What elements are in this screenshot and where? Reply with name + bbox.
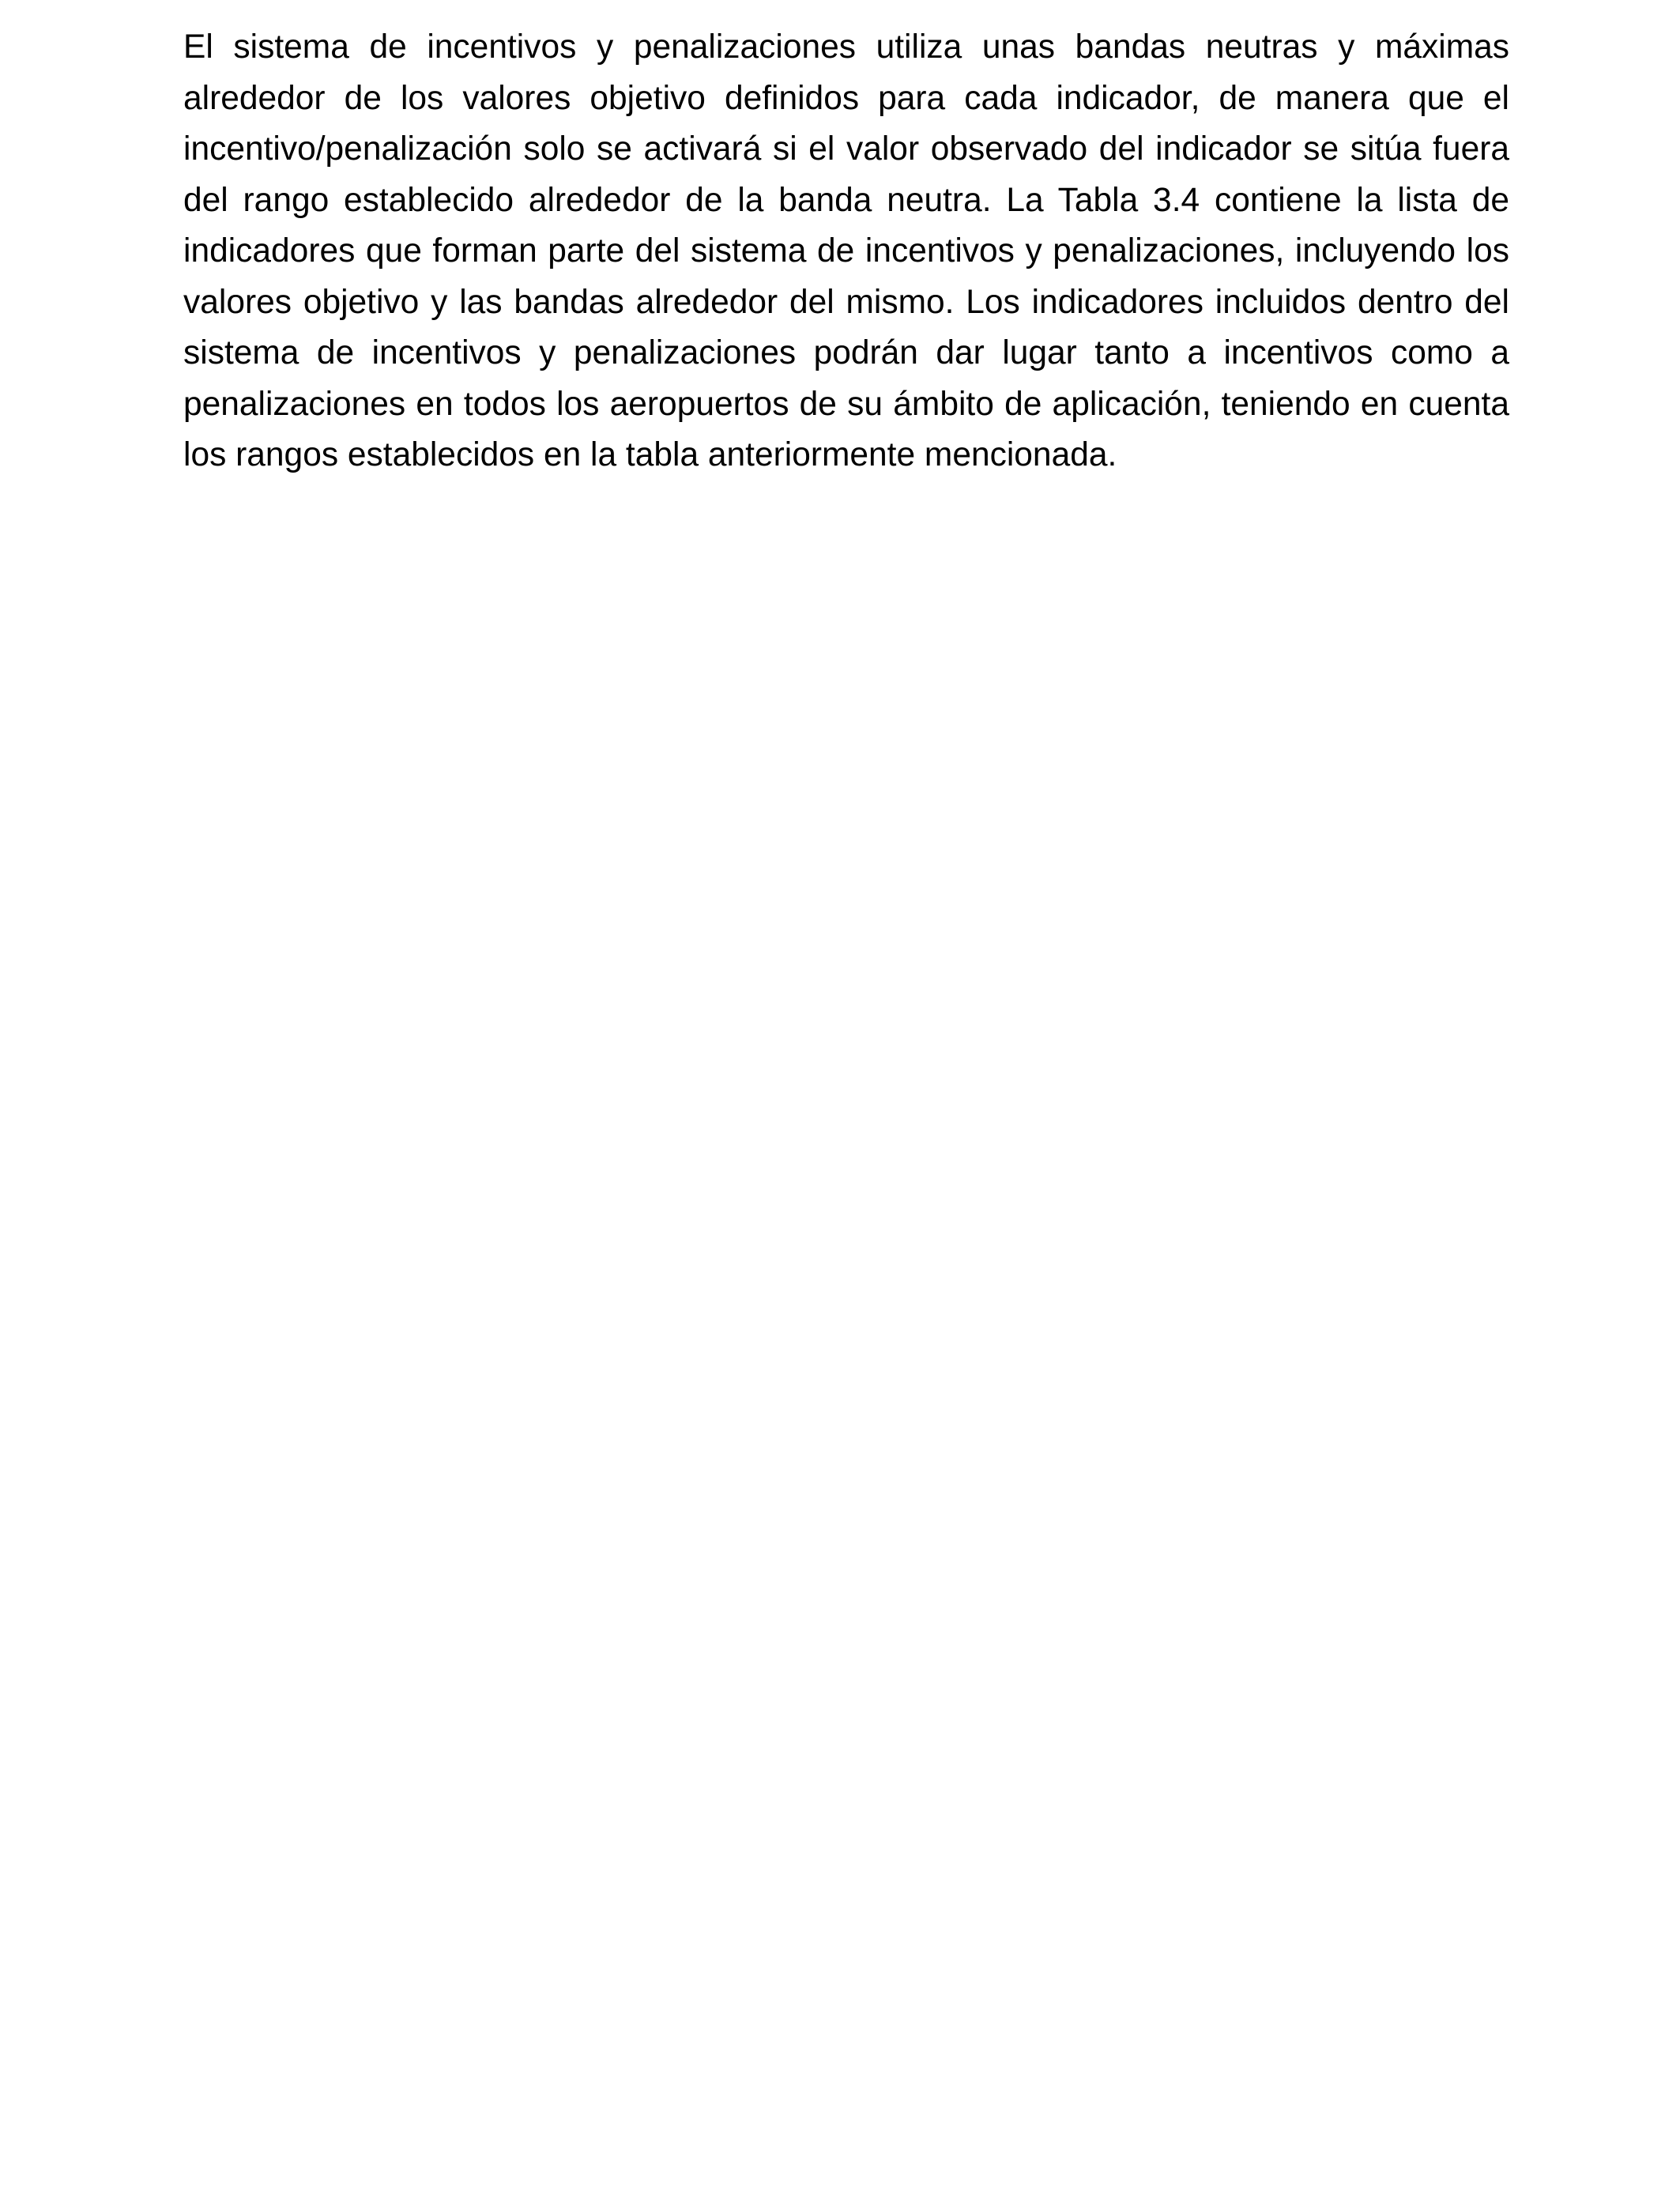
body-paragraph: El sistema de incentivos y penalizaciones utiliza unas bandas neutras y máximas alrededor de los valores objetivo definidos para cada indicador, de manera que el incentivo/penalización solo se activará si el valor observado del indicador se sitúa fuera del rango establecido alrededor de la banda neutra. La Tabla 3.4 contiene la lista de indicadores que forman parte del sistema de incentivos y penalizaciones, incluyendo los valores objetivo y las bandas alrededor del mismo. Los indicadores incluidos dentro del sistema de incentivos y penalizaciones podrán dar lugar tanto a incentivos como a penalizaciones en todos los aeropuertos de su ámbito de aplicación, teniendo en cuenta los rangos establecidos en la tabla anteriormente mencionada. bbox=[183, 28, 1509, 473]
